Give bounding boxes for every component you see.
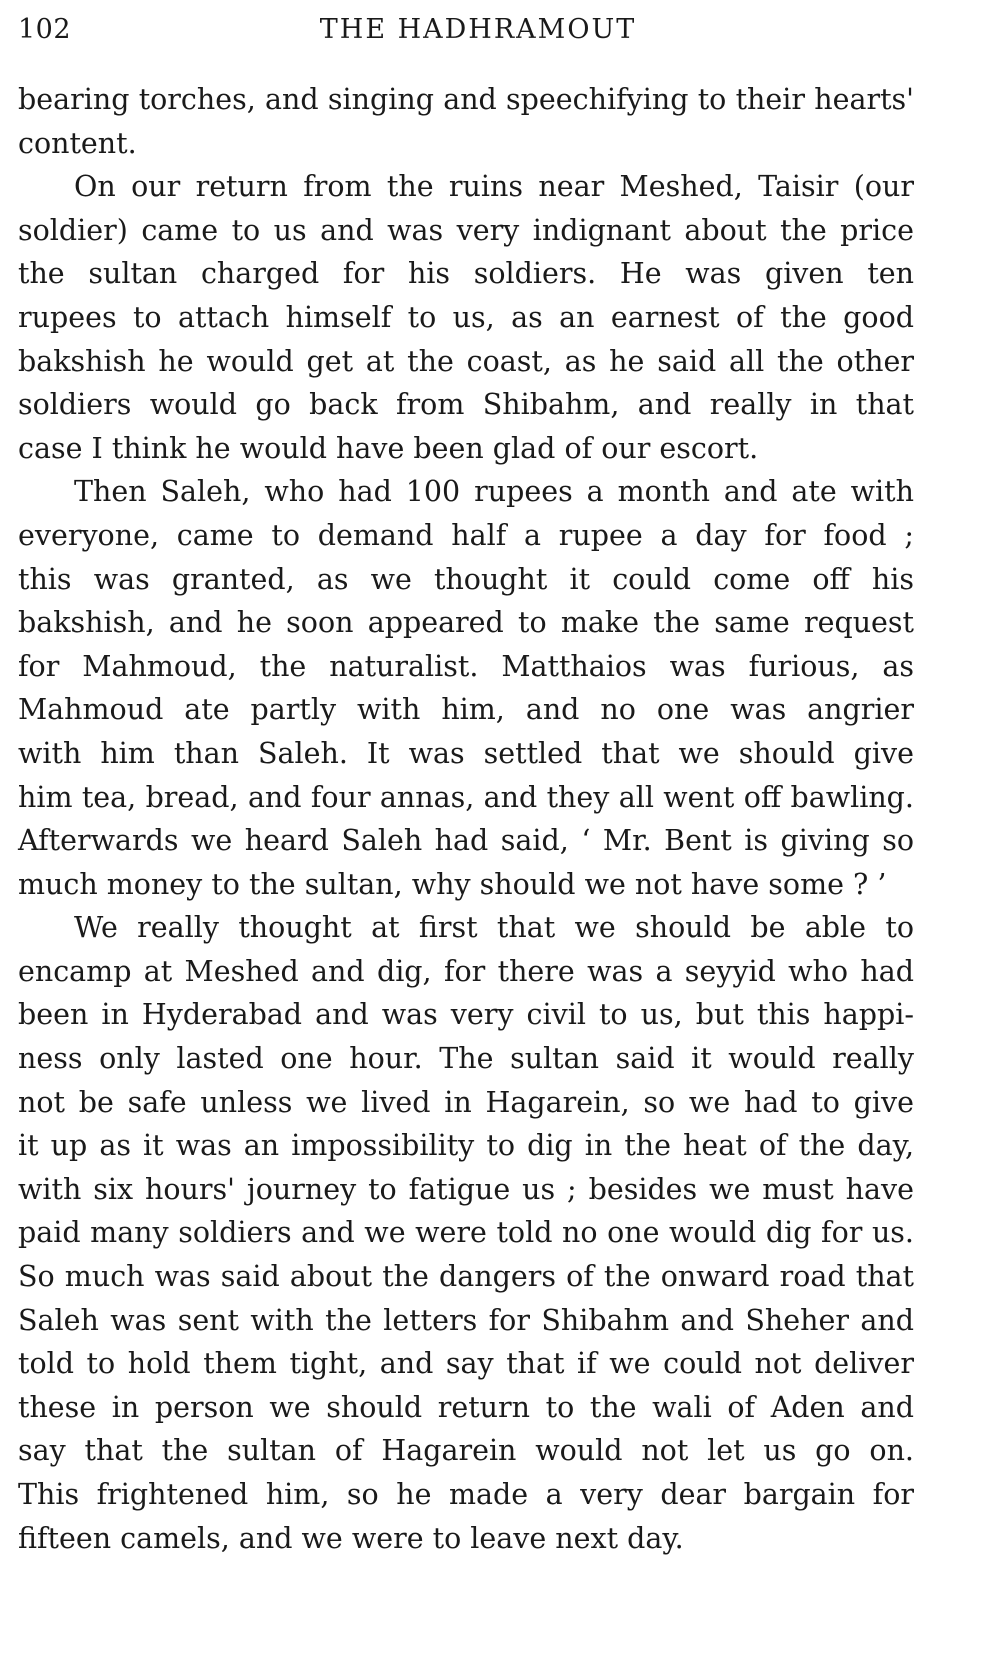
text-line: soldiers would go back from Shibahm, and really in that bbox=[18, 388, 914, 422]
text-line: Mahmoud ate partly with him, and no one was angrier bbox=[18, 693, 914, 727]
text-line: not be safe unless we lived in Hagarein, so we had to give bbox=[18, 1085, 914, 1119]
text-line: this was granted, as we thought it could come off his bbox=[18, 562, 914, 596]
text-line: ness only lasted one hour. The sultan said it would really bbox=[18, 1042, 914, 1076]
text-line: him tea, bread, and four annas, and they all went off bawling. bbox=[18, 780, 914, 814]
body-text bbox=[18, 78, 914, 1560]
text-line: content. bbox=[18, 126, 137, 160]
text-line: these in person we should return to the wali of Aden and bbox=[18, 1390, 914, 1424]
text-line: So much was said about the dangers of the onward road that bbox=[18, 1260, 914, 1294]
text-line: told to hold them tight, and say that if we could not deliver bbox=[18, 1347, 914, 1381]
paragraph-2 bbox=[18, 165, 914, 470]
paragraph-3 bbox=[18, 470, 914, 906]
text-line: Then Saleh, who had 100 rupees a month and ate with bbox=[74, 475, 914, 509]
text-line: bakshish, and he soon appeared to make the same request bbox=[18, 606, 914, 640]
running-title: THE HADHRAMOUT bbox=[319, 14, 637, 45]
text-line: say that the sultan of Hagarein would not let us go on. bbox=[18, 1434, 914, 1468]
text-line: Saleh was sent with the letters for Shibahm and Sheher and bbox=[18, 1303, 914, 1337]
text-line: case I think he would have been glad of our escort. bbox=[18, 431, 759, 465]
text-line: much money to the sultan, why should we not have some ? ’ bbox=[18, 867, 887, 901]
text-line: encamp at Meshed and dig, for there was a seyyid who had bbox=[18, 954, 914, 988]
text-line: it up as it was an impossibility to dig in the heat of the day, bbox=[18, 1129, 914, 1163]
paragraph-4 bbox=[18, 906, 914, 1560]
text-line: everyone, came to demand half a rupee a day for food ; bbox=[18, 518, 914, 552]
text-line: rupees to attach himself to us, as an earnest of the good bbox=[18, 300, 914, 334]
text-line: the sultan charged for his soldiers. He was given ten bbox=[18, 257, 914, 291]
text-line: for Mahmoud, the naturalist. Matthaios was furious, as bbox=[18, 649, 914, 683]
text-line: Afterwards we heard Saleh had said, ‘ Mr. Bent is giving so bbox=[18, 824, 914, 858]
text-line: soldier) came to us and was very indignant about the price bbox=[18, 213, 914, 247]
text-line: We really thought at first that we should be able to bbox=[74, 911, 914, 945]
text-line: been in Hyderabad and was very civil to us, but this happi- bbox=[18, 998, 914, 1032]
page-number: 102 bbox=[18, 14, 72, 45]
text-line: On our return from the ruins near Meshed, Taisir (our bbox=[74, 170, 914, 204]
text-line: with six hours' journey to fatigue us ; besides we must have bbox=[18, 1172, 914, 1206]
text-line: bearing torches, and singing and speechifying to their hearts' bbox=[18, 83, 914, 116]
text-line: This frightened him, so he made a very dear bargain for bbox=[18, 1478, 914, 1511]
text-line: fifteen camels, and we were to leave next day. bbox=[18, 1521, 684, 1555]
paragraph-1 bbox=[18, 78, 914, 165]
text-line: paid many soldiers and we were told no one would dig for us. bbox=[18, 1216, 914, 1250]
running-head bbox=[18, 14, 938, 54]
text-line: bakshish he would get at the coast, as he said all the other bbox=[18, 344, 914, 378]
text-line: with him than Saleh. It was settled that we should give bbox=[18, 736, 914, 770]
